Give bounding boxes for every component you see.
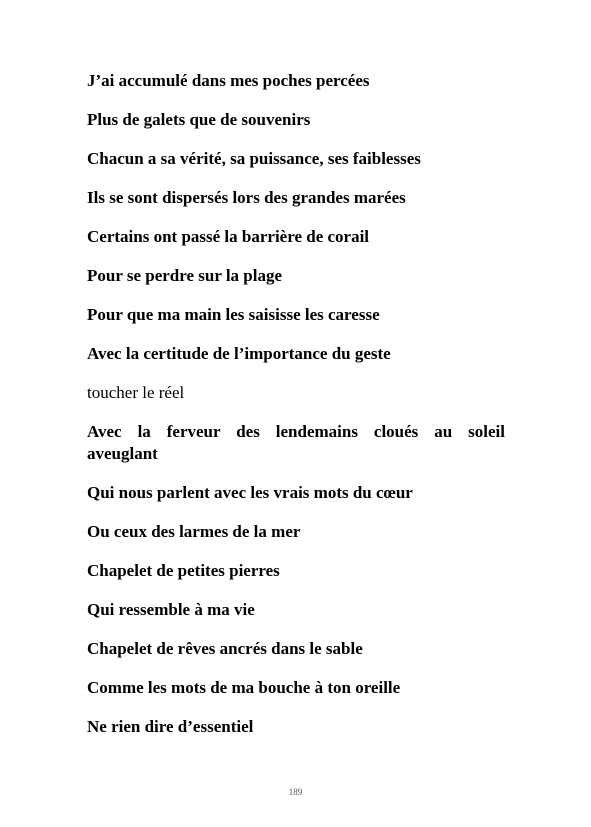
poem-line: Ou ceux des larmes de la mer [87,522,301,541]
poem-line: Qui nous parlent avec les vrais mots du cœur [87,483,413,502]
poem-body [87,70,505,755]
poem-line: Certains ont passé la barrière de corail [87,227,370,246]
poem-line: Comme les mots de ma bouche à ton oreille [87,678,401,697]
poem-line: Chacun a sa vérité, sa puissance, ses faiblesses [87,149,421,168]
poem-line: Qui ressemble à ma vie [87,600,255,619]
poem-line: Ils se sont dispersés lors des grandes marées [87,188,406,207]
poem-line: Avec la ferveur des lendemains cloués au soleil aveuglant [87,422,505,463]
poem-line: Pour que ma main les saisisse les caresse [87,305,380,324]
poem-line: Plus de galets que de souvenirs [87,110,311,129]
poem-line: Ne rien dire d’essentiel [87,717,254,736]
poem-line: Chapelet de rêves ancrés dans le sable [87,639,363,658]
poem-line: J’ai accumulé dans mes poches percées [87,71,370,90]
poem-line: Chapelet de petites pierres [87,561,280,580]
poem-line: Avec la certitude de l’importance du geste [87,344,391,363]
poem-line: Pour se perdre sur la plage [87,266,283,285]
page-number: 189 [288,787,303,797]
poem-line: toucher le réel [87,383,185,402]
